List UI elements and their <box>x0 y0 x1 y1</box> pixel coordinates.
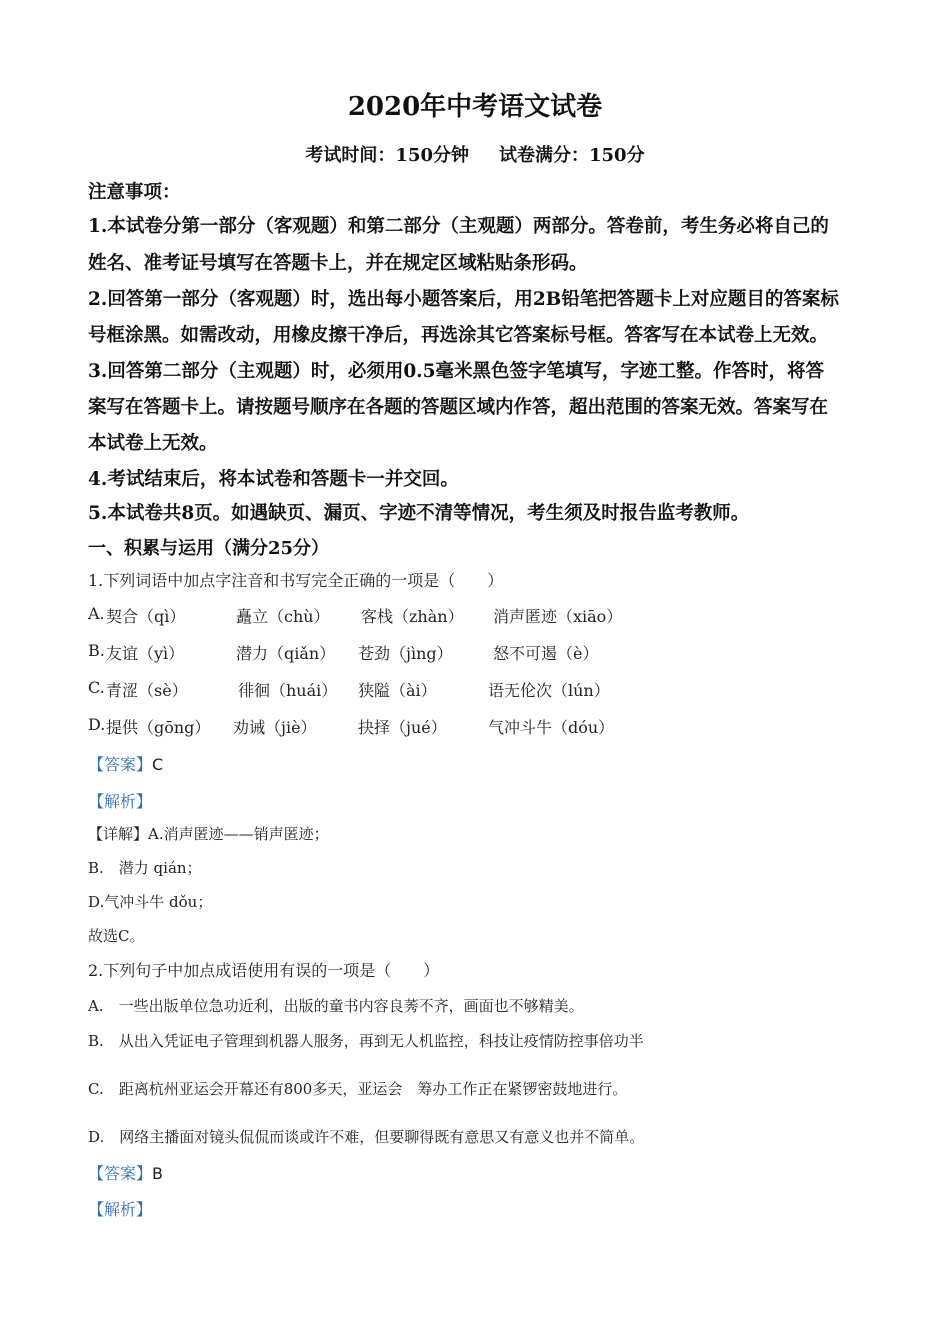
option-word: 狭隘（ài） <box>358 681 437 700</box>
answer-line <box>88 1161 163 1184</box>
option-word: 客栈（zhàn） <box>361 607 464 626</box>
option-word: 苍劲（jìng） <box>358 644 453 663</box>
analysis-tag: 【解析】 <box>88 1200 153 1219</box>
notes-line: 4.考试结束后，将本试卷和答题卡一并交回。 <box>88 469 459 490</box>
option-row-b <box>88 641 888 665</box>
option-sentence: A. 一些出版单位急功近利，出版的童书内容良莠不齐，画面也不够精美。 <box>88 997 584 1015</box>
option-word: 徘徊（huái） <box>238 681 338 700</box>
option-letter: B. <box>88 641 105 660</box>
answer-tag: 【答案】 <box>88 755 153 774</box>
option-word: 消声匿迹（xiāo） <box>493 607 623 626</box>
exam-info <box>0 141 950 167</box>
detail-line: 【详解】A.消声匿迹——销声匿迹； <box>88 825 329 843</box>
option-word: 提供（gōng） <box>106 718 211 737</box>
detail-line: 故选C。 <box>88 927 145 945</box>
option-sentence: D. 网络主播面对镜头侃侃而谈或许不难，但要聊得既有意思又有意义也并不简单。 <box>88 1128 645 1146</box>
option-letter: D. <box>88 715 106 734</box>
answer-tag: 【答案】 <box>88 1164 153 1183</box>
notes-line: 案写在答题卡上。请按题号顺序在各题的答题区域内作答，超出范围的答案无效。答案写在 <box>88 397 829 418</box>
page-title: 2020年中考语文试卷 <box>347 92 603 122</box>
notes-line: 姓名、准考证号填写在答题卡上，并在规定区域粘贴条形码。 <box>88 253 588 274</box>
option-word: 气冲斗牛（dóu） <box>488 718 615 737</box>
exam-time: 考试时间：150分钟 <box>305 145 469 166</box>
question-stem: 2.下列句子中加点成语使用有误的一项是（ ） <box>88 961 440 980</box>
notes-line: 2.回答第一部分（客观题）时，选出每小题答案后，用2B铅笔把答题卡上对应题目的答案标 <box>88 289 839 310</box>
section-heading: 一、积累与运用（满分25分） <box>88 538 330 559</box>
question-stem: 1.下列词语中加点字注音和书写完全正确的一项是（ ） <box>88 571 504 590</box>
notes-heading: 注意事项： <box>88 182 181 203</box>
option-word: 青涩（sè） <box>106 681 188 700</box>
option-letter: C. <box>88 678 105 697</box>
detail-line: D.气冲斗牛 dǒu； <box>88 893 213 911</box>
option-word: 劝诫（jiè） <box>233 718 317 737</box>
option-word: 矗立（chù） <box>236 607 330 626</box>
option-letter: A. <box>88 604 105 623</box>
option-word: 怒不可遏（è） <box>493 644 599 663</box>
option-row-c <box>88 678 888 702</box>
notes-line: 号框涂黑。如需改动，用橡皮擦干净后，再选涂其它答案标号框。答客写在本试卷上无效。 <box>88 325 829 346</box>
notes-line: 5.本试卷共8页。如遇缺页、漏页、字迹不清等情况，考生须及时报告监考教师。 <box>88 503 750 524</box>
analysis-tag: 【解析】 <box>88 792 153 811</box>
detail-line: B. 潜力 qián； <box>88 859 202 877</box>
option-word: 潜力（qiǎn） <box>236 644 336 663</box>
option-row-d <box>88 715 888 739</box>
notes-line: 3.回答第二部分（主观题）时，必须用0.5毫米黑色签字笔填写，字迹工整。作答时，将答 <box>88 361 825 382</box>
answer-value: C <box>152 755 164 774</box>
option-sentence: C. 距离杭州亚运会开幕还有800多天，亚运会 筹办工作正在紧锣密鼓地进行。 <box>88 1080 628 1098</box>
option-sentence: B. 从出入凭证电子管理到机器人服务，再到无人机监控，科技让疫情防控事倍功半 <box>88 1032 644 1050</box>
option-word: 契合（qì） <box>106 607 186 626</box>
exam-full-score: 试卷满分：150分 <box>499 145 645 166</box>
option-row-a <box>88 604 888 628</box>
notes-line: 本试卷上无效。 <box>88 433 218 454</box>
option-word: 语无伦次（lún） <box>488 681 610 700</box>
option-word: 抉择（jué） <box>358 718 447 737</box>
answer-line <box>88 752 163 775</box>
notes-line: 1.本试卷分第一部分（客观题）和第二部分（主观题）两部分。答卷前，考生务必将自己的 <box>88 216 829 237</box>
answer-value: B <box>152 1164 163 1183</box>
option-word: 友谊（yì） <box>106 644 185 663</box>
